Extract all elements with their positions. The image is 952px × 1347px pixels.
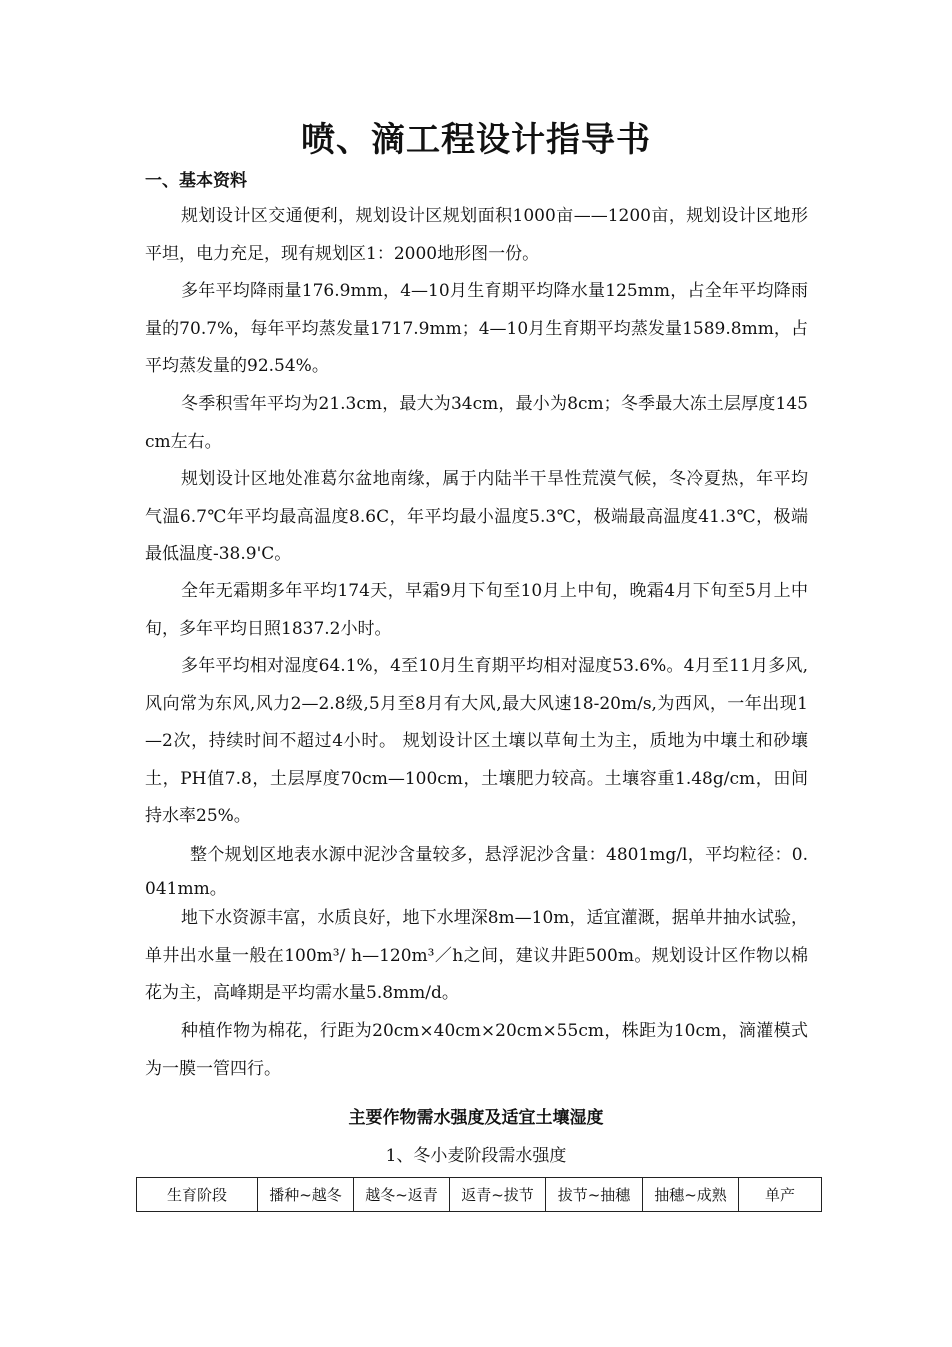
paragraph-groundwater: 地下水资源丰富，水质良好，地下水埋深8m—10m，适宜灌溉，据单井抽水试验，单井出水量一般在100m³/ h—120m³／h之间，建议井距500m。规划设计区作物以棉花为主，高峰期是平均需水量5.8mm/d。 <box>145 908 808 1003</box>
paragraph-surface-water: 整个规划区地表水源中泥沙含量较多，悬浮泥沙含量：4801mg/l，平均粒径：0.041mm。 <box>145 845 808 899</box>
paragraph-rainfall: 多年平均降雨量176.9mm，4—10月生育期平均降水量125mm，占全年平均降雨量的70.7%，每年平均蒸发量1717.9mm；4—10月生育期平均蒸发量1589.8mm，占平均蒸发量的92.54%。 <box>145 281 808 376</box>
section-heading: 一、基本资料 <box>145 171 247 191</box>
table-header-cell: 返青~拔节 <box>450 1178 546 1212</box>
paragraph-climate: 规划设计区地处准葛尔盆地南缘，属于内陆半干旱性荒漠气候，冬冷夏热，年平均气温6.7℃年平均最高温度8.6C，年平均最小温度5.3℃，极端最高温度41.3℃，极端最低温度-38.9'C。 <box>145 469 808 564</box>
paragraph-humidity-soil: 多年平均相对湿度64.1%，4至10月生育期平均相对湿度53.6%。4月至11月多风,风向常为东风,风力2—2.8级,5月至8月有大风,最大风速18-20m/s,为西风，一年出现1—2次，持续时间不超过4小时。 规划设计区土壤以草甸土为主，质地为中壤土和砂壤土，PH值7.8，土层厚度70cm—100cm，土壤肥力较高。土壤容重1.48g/cm，田间持水率25%。 <box>145 656 808 826</box>
paragraph-frost: 全年无霜期多年平均174天，早霜9月下旬至10月上中旬，晚霜4月下旬至5月上中旬，多年平均日照1837.2小时。 <box>145 581 808 639</box>
table-header-cell: 拔节~抽穗 <box>546 1178 643 1212</box>
water-demand-table <box>136 1177 822 1212</box>
table-header-cell: 越冬~返青 <box>354 1178 450 1212</box>
paragraph-snow: 冬季积雪年平均为21.3cm，最大为34cm，最小为8cm；冬季最大冻土层厚度145cm左右。 <box>145 394 808 452</box>
document-title: 喷、滴工程设计指导书 <box>301 120 651 160</box>
paragraph-planting: 种植作物为棉花，行距为20cm×40cm×20cm×55cm，株距为10cm，滴灌模式为一膜一管四行。 <box>145 1021 808 1079</box>
table-subcaption: 1、冬小麦阶段需水强度 <box>385 1146 567 1166</box>
table-header-cell: 抽穗~成熟 <box>643 1178 739 1212</box>
table-header-cell: 生育阶段 <box>137 1178 258 1212</box>
table-caption: 主要作物需水强度及适宜土壤湿度 <box>348 1108 604 1128</box>
table-header-cell: 播种~越冬 <box>258 1178 354 1212</box>
table-header-cell: 单产 <box>739 1178 822 1212</box>
paragraph-location: 规划设计区交通便利，规划设计区规划面积1000亩——1200亩，规划设计区地形平坦，电力充足，现有规划区1：2000地形图一份。 <box>145 206 808 264</box>
table-header-row <box>137 1178 822 1212</box>
